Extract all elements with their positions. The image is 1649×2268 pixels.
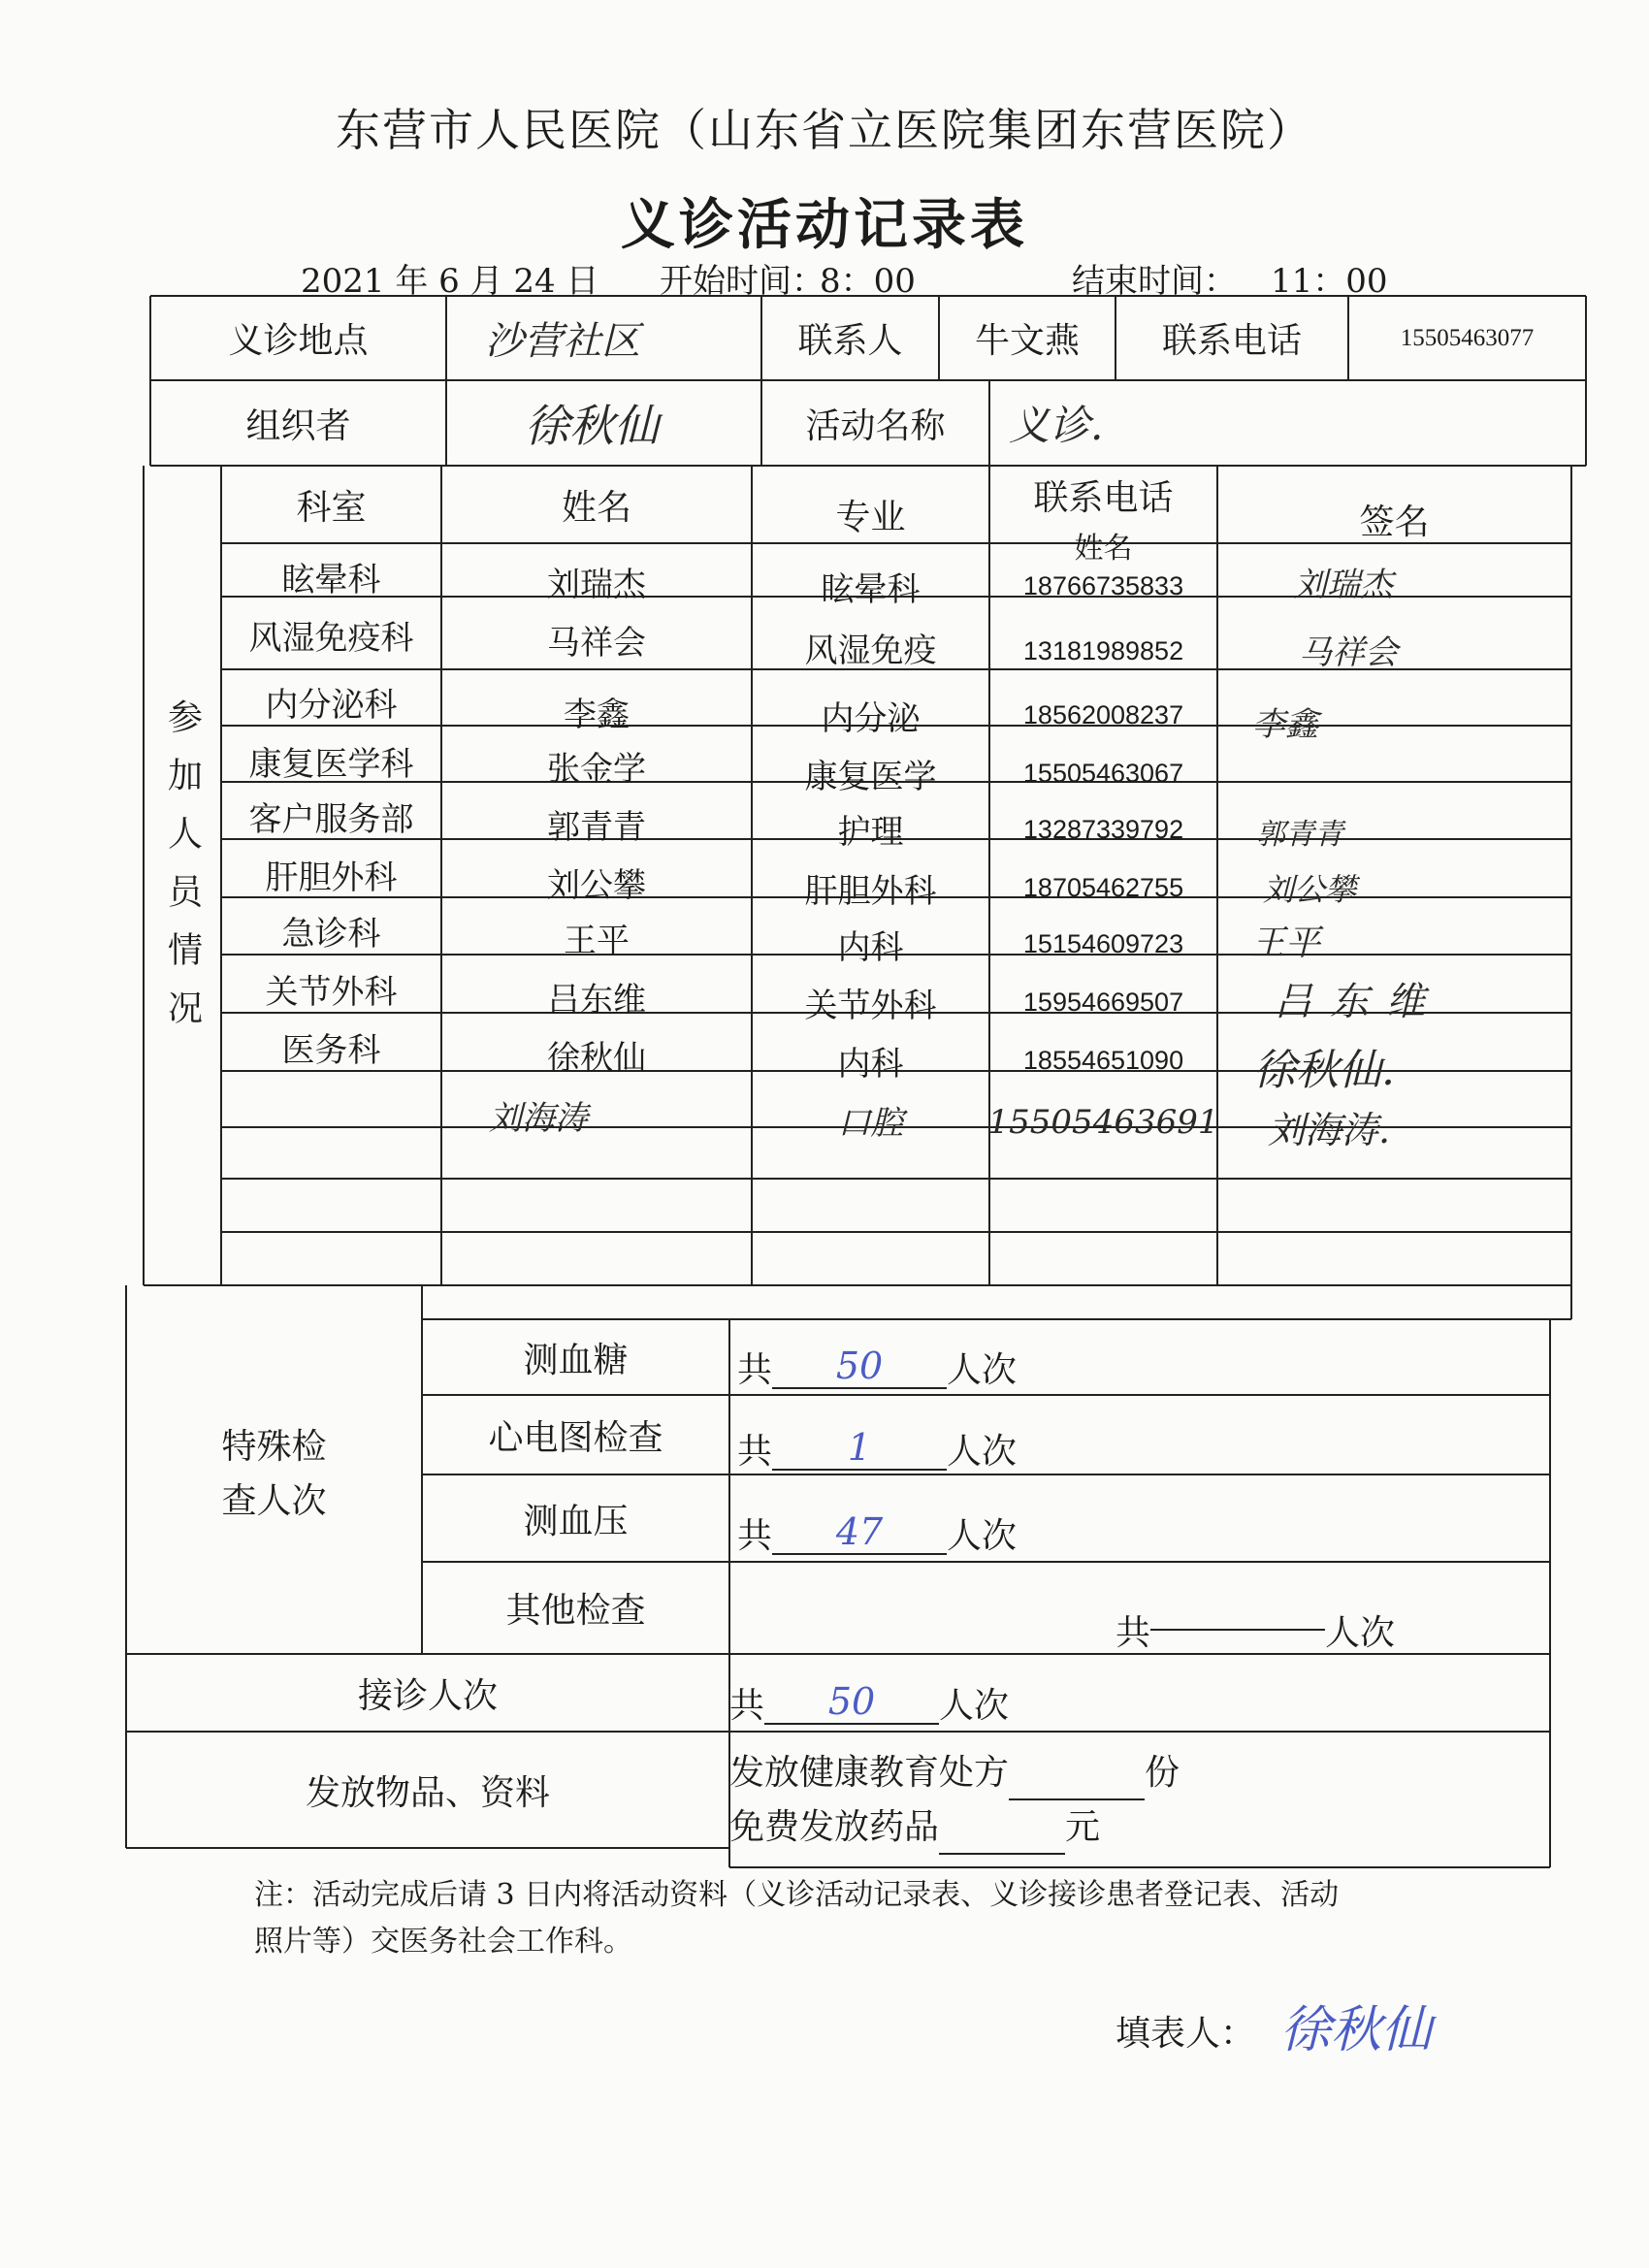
header-phone: 联系电话 [1033, 477, 1174, 518]
check-count-row: 共 1 人次 [737, 1426, 1018, 1472]
row-specialty: 关节外科 [804, 986, 937, 1025]
row-specialty: 内科 [837, 927, 904, 967]
row-name: 郭青青 [547, 807, 646, 847]
row-signature: 刘瑞杰 [1294, 565, 1393, 604]
row-dept: 内分泌科 [265, 685, 398, 725]
row-phone: 18705462755 [1022, 872, 1184, 902]
row-specialty: 口腔 [837, 1103, 904, 1143]
check-count-row: 共 47 人次 [737, 1510, 1018, 1556]
start-time-label: 开始时间： [660, 262, 824, 301]
row-name: 刘瑞杰 [547, 565, 646, 604]
row-name: 张金学 [547, 749, 646, 789]
header-dept: 科室 [296, 487, 367, 528]
row-phone: 15505463067 [1022, 758, 1184, 788]
activity-value: 义诊. [1009, 402, 1104, 449]
filler-label: 填表人： [1116, 2014, 1256, 2054]
header-name: 姓名 [561, 487, 631, 528]
count-blood-sugar: 50 [772, 1345, 947, 1389]
row-specialty: 内科 [837, 1044, 904, 1084]
row-signature: 徐秋仙. [1253, 1046, 1395, 1095]
row-dept: 风湿免疫科 [248, 618, 414, 658]
filler-signature: 徐秋仙 [1280, 2001, 1433, 2059]
row-dept: 客户服务部 [248, 799, 414, 839]
organizer-label: 组织者 [245, 405, 351, 446]
check-label: 其他检查 [505, 1591, 646, 1631]
row-dept: 眩晕科 [281, 560, 381, 599]
check-label: 心电图检查 [488, 1417, 663, 1458]
materials-label: 发放物品、资料 [305, 1772, 550, 1813]
location-label: 义诊地点 [228, 321, 369, 361]
contact-value: 牛文燕 [974, 321, 1080, 361]
organizer-value: 徐秋仙 [525, 400, 659, 452]
location-value: 沙营社区 [485, 319, 640, 364]
row-phone: 13181989852 [1022, 635, 1184, 665]
row-phone: 15505463691 [987, 1103, 1219, 1142]
row-signature: 郭青青 [1256, 818, 1343, 852]
count-blood-pressure: 47 [772, 1510, 947, 1555]
check-label: 测血糖 [523, 1340, 629, 1380]
count-other [1150, 1629, 1325, 1631]
form-title: 义诊活动记录表 [621, 193, 1028, 257]
row-specialty: 眩晕科 [821, 569, 921, 609]
row-signature: 吕东维 [1274, 979, 1442, 1024]
row-name: 徐秋仙 [547, 1038, 646, 1078]
health-prescription-blank[interactable] [1009, 1760, 1145, 1800]
check-label: 测血压 [523, 1501, 629, 1541]
row-name: 马祥会 [547, 623, 646, 663]
free-medicine-blank[interactable] [939, 1814, 1065, 1855]
row-phone: 15954669507 [1022, 987, 1184, 1017]
count-ecg: 1 [772, 1426, 947, 1471]
row-dept: 关节外科 [265, 972, 398, 1012]
check-count-row: 共 50 人次 [737, 1345, 1018, 1390]
row-specialty: 护理 [837, 812, 904, 852]
row-name: 刘海涛 [489, 1098, 588, 1138]
header-specialty: 专业 [835, 497, 906, 537]
special-checks-label: 特殊检 查人次 [221, 1427, 327, 1521]
row-dept: 医务科 [281, 1030, 381, 1070]
row-name: 刘公攀 [547, 865, 646, 905]
contact-phone-value: 15505463077 [1400, 324, 1535, 351]
row-signature: 马祥会 [1299, 632, 1398, 672]
row-phone: 18766735833 [1022, 570, 1184, 600]
header-signature: 签名 [1359, 502, 1430, 542]
row-phone: 18554651090 [1022, 1045, 1184, 1075]
count-visits: 50 [764, 1680, 939, 1725]
contact-label: 联系人 [797, 321, 903, 361]
visits-label: 接诊人次 [357, 1675, 498, 1716]
hospital-title: 东营市人民医院（山东省立医院集团东营医院） [336, 104, 1313, 156]
row-signature: 李鑫 [1252, 704, 1318, 744]
row-dept: 康复医学科 [248, 744, 414, 784]
row-signature: 刘公攀 [1262, 871, 1356, 908]
visits-count-row: 共 50 人次 [729, 1680, 1010, 1726]
row-signature: 刘海涛. [1267, 1108, 1391, 1151]
row-dept: 肝胆外科 [265, 858, 398, 897]
activity-date: 2021 年 6 月 24 日 [301, 262, 599, 301]
header-phone-overflow: 姓名 [1074, 532, 1133, 566]
row-phone: 18562008237 [1022, 699, 1184, 729]
row-name: 王平 [564, 921, 630, 960]
check-count-row: 共 人次 [1116, 1612, 1396, 1653]
phone-label: 联系电话 [1161, 321, 1302, 361]
row-specialty: 风湿免疫 [804, 631, 937, 670]
end-time-value: 11：00 [1271, 262, 1388, 301]
row-phone: 15154609723 [1022, 928, 1184, 958]
row-phone: 13287339792 [1022, 814, 1184, 844]
row-name: 李鑫 [564, 695, 630, 734]
row-name: 吕东维 [547, 980, 646, 1020]
footer-note: 注：活动完成后请 3 日内将活动资料（义诊活动记录表、义诊接诊患者登记表、活动照片等）交医务社会工作科。 [254, 1878, 1340, 1959]
row-signature: 王平 [1249, 923, 1320, 963]
participants-section-label: 参加人员情况 [162, 698, 203, 1048]
start-time-value: 8：00 [820, 262, 916, 301]
row-dept: 急诊科 [281, 914, 381, 954]
row-specialty: 肝胆外科 [804, 871, 937, 911]
materials-lines: 发放健康教育处方 份 免费发放药品 元 [729, 1746, 1544, 1855]
row-specialty: 内分泌 [821, 698, 921, 738]
activity-label: 活动名称 [805, 405, 946, 446]
row-specialty: 康复医学 [804, 757, 937, 796]
end-time-label: 结束时间： [1072, 262, 1237, 301]
